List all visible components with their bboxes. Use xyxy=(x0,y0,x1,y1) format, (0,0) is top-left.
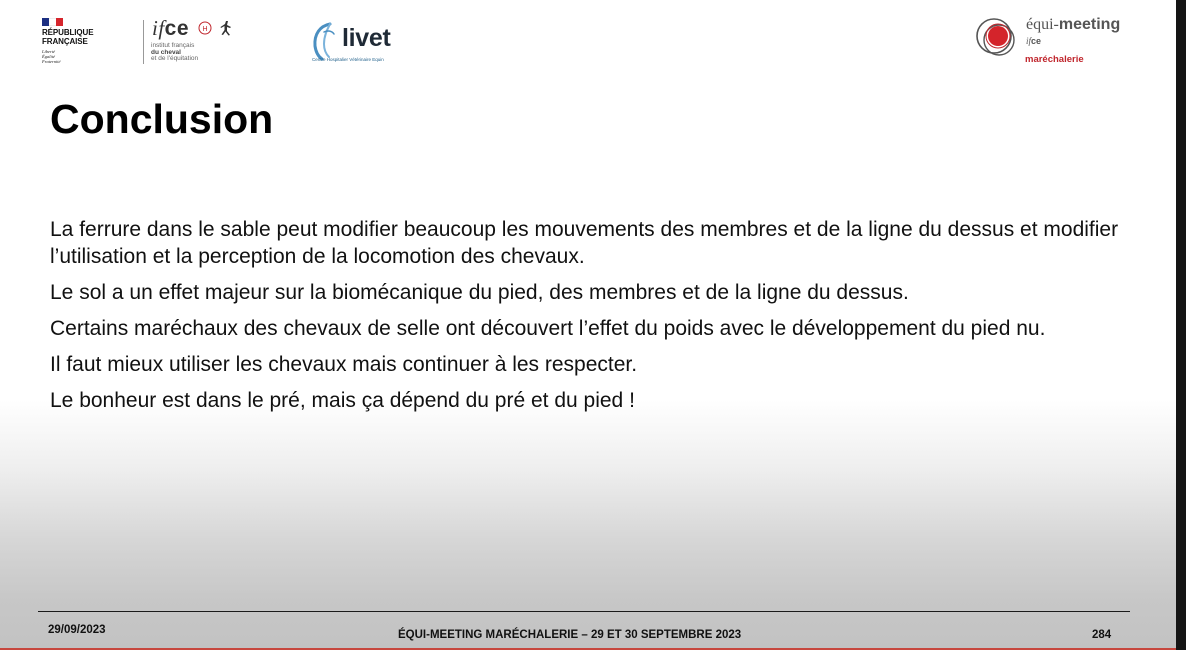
french-flag-icon xyxy=(42,18,63,26)
eq-title-bold: meeting xyxy=(1058,16,1121,33)
svg-text:H: H xyxy=(202,25,208,33)
slide-body xyxy=(50,216,1130,423)
rf-motto xyxy=(42,49,102,64)
equi-meeting-circles-icon xyxy=(974,16,1022,60)
slide-title: Conclusion xyxy=(50,96,274,142)
rf-motto-fraternite: Fraternité xyxy=(42,59,61,64)
equi-meeting-logo xyxy=(974,14,1134,70)
republique-francaise-logo xyxy=(42,18,102,64)
ifce-logo xyxy=(143,16,253,68)
eq-ifce-ce: ce xyxy=(1031,36,1042,46)
ifce-subtitle xyxy=(151,43,198,63)
footer-divider xyxy=(38,611,1130,612)
rf-name-line1: RÉPUBLIQUE xyxy=(42,28,94,37)
footer-event-title: ÉQUI-MEETING MARÉCHALERIE – 29 ET 30 SEPTEMBRE 2023 xyxy=(398,629,742,641)
eq-ifce-if: if xyxy=(1026,36,1032,46)
window-edge xyxy=(1176,0,1186,650)
ifce-divider xyxy=(143,20,144,64)
livet-subtitle: Centre Hospitalier Vétérinaire Equin xyxy=(312,57,384,62)
rf-motto-liberte: Liberté xyxy=(42,49,55,54)
rf-motto-egalite: Égalité xyxy=(42,54,55,59)
body-paragraph: La ferrure dans le sable peut modifier beaucoup les mouvements des membres et de la ligne du dessus et modifier l’utilisation et la perception de la locomotion des chevaux. xyxy=(50,218,1119,268)
rider-icon xyxy=(218,19,235,37)
livet-wordmark: livet xyxy=(342,24,391,52)
equi-meeting-title xyxy=(1026,15,1120,35)
equi-meeting-subtitle: maréchalerie xyxy=(1025,54,1084,65)
eq-title-light: équi- xyxy=(1026,16,1059,33)
rf-name-line2: FRANÇAISE xyxy=(42,36,88,46)
page-number: 284 xyxy=(1092,629,1112,641)
ifce-line1: institut français xyxy=(151,42,195,49)
livet-logo xyxy=(310,20,400,66)
ifce-wordmark xyxy=(152,16,189,41)
equi-meeting-ifce xyxy=(1026,36,1041,47)
body-paragraph: Certains maréchaux des chevaux de selle ont découvert l’effet du poids avec le développement du pied nu. xyxy=(50,317,1046,340)
ifce-ce: ce xyxy=(164,17,190,40)
body-paragraph: Le sol a un effet majeur sur la biomécanique du pied, des membres et de la ligne du dessus. xyxy=(50,281,909,304)
ifce-line3: et de l'équitation xyxy=(151,55,199,62)
footer-date: 29/09/2023 xyxy=(48,624,106,636)
body-paragraph: Le bonheur est dans le pré, mais ça dépend du pré et du pied ! xyxy=(50,389,635,412)
body-paragraph: Il faut mieux utiliser les chevaux mais continuer à les respecter. xyxy=(50,353,638,376)
haras-seal-icon xyxy=(198,21,212,35)
ifce-line2: du cheval xyxy=(151,48,181,56)
ifce-if: if xyxy=(152,16,165,40)
